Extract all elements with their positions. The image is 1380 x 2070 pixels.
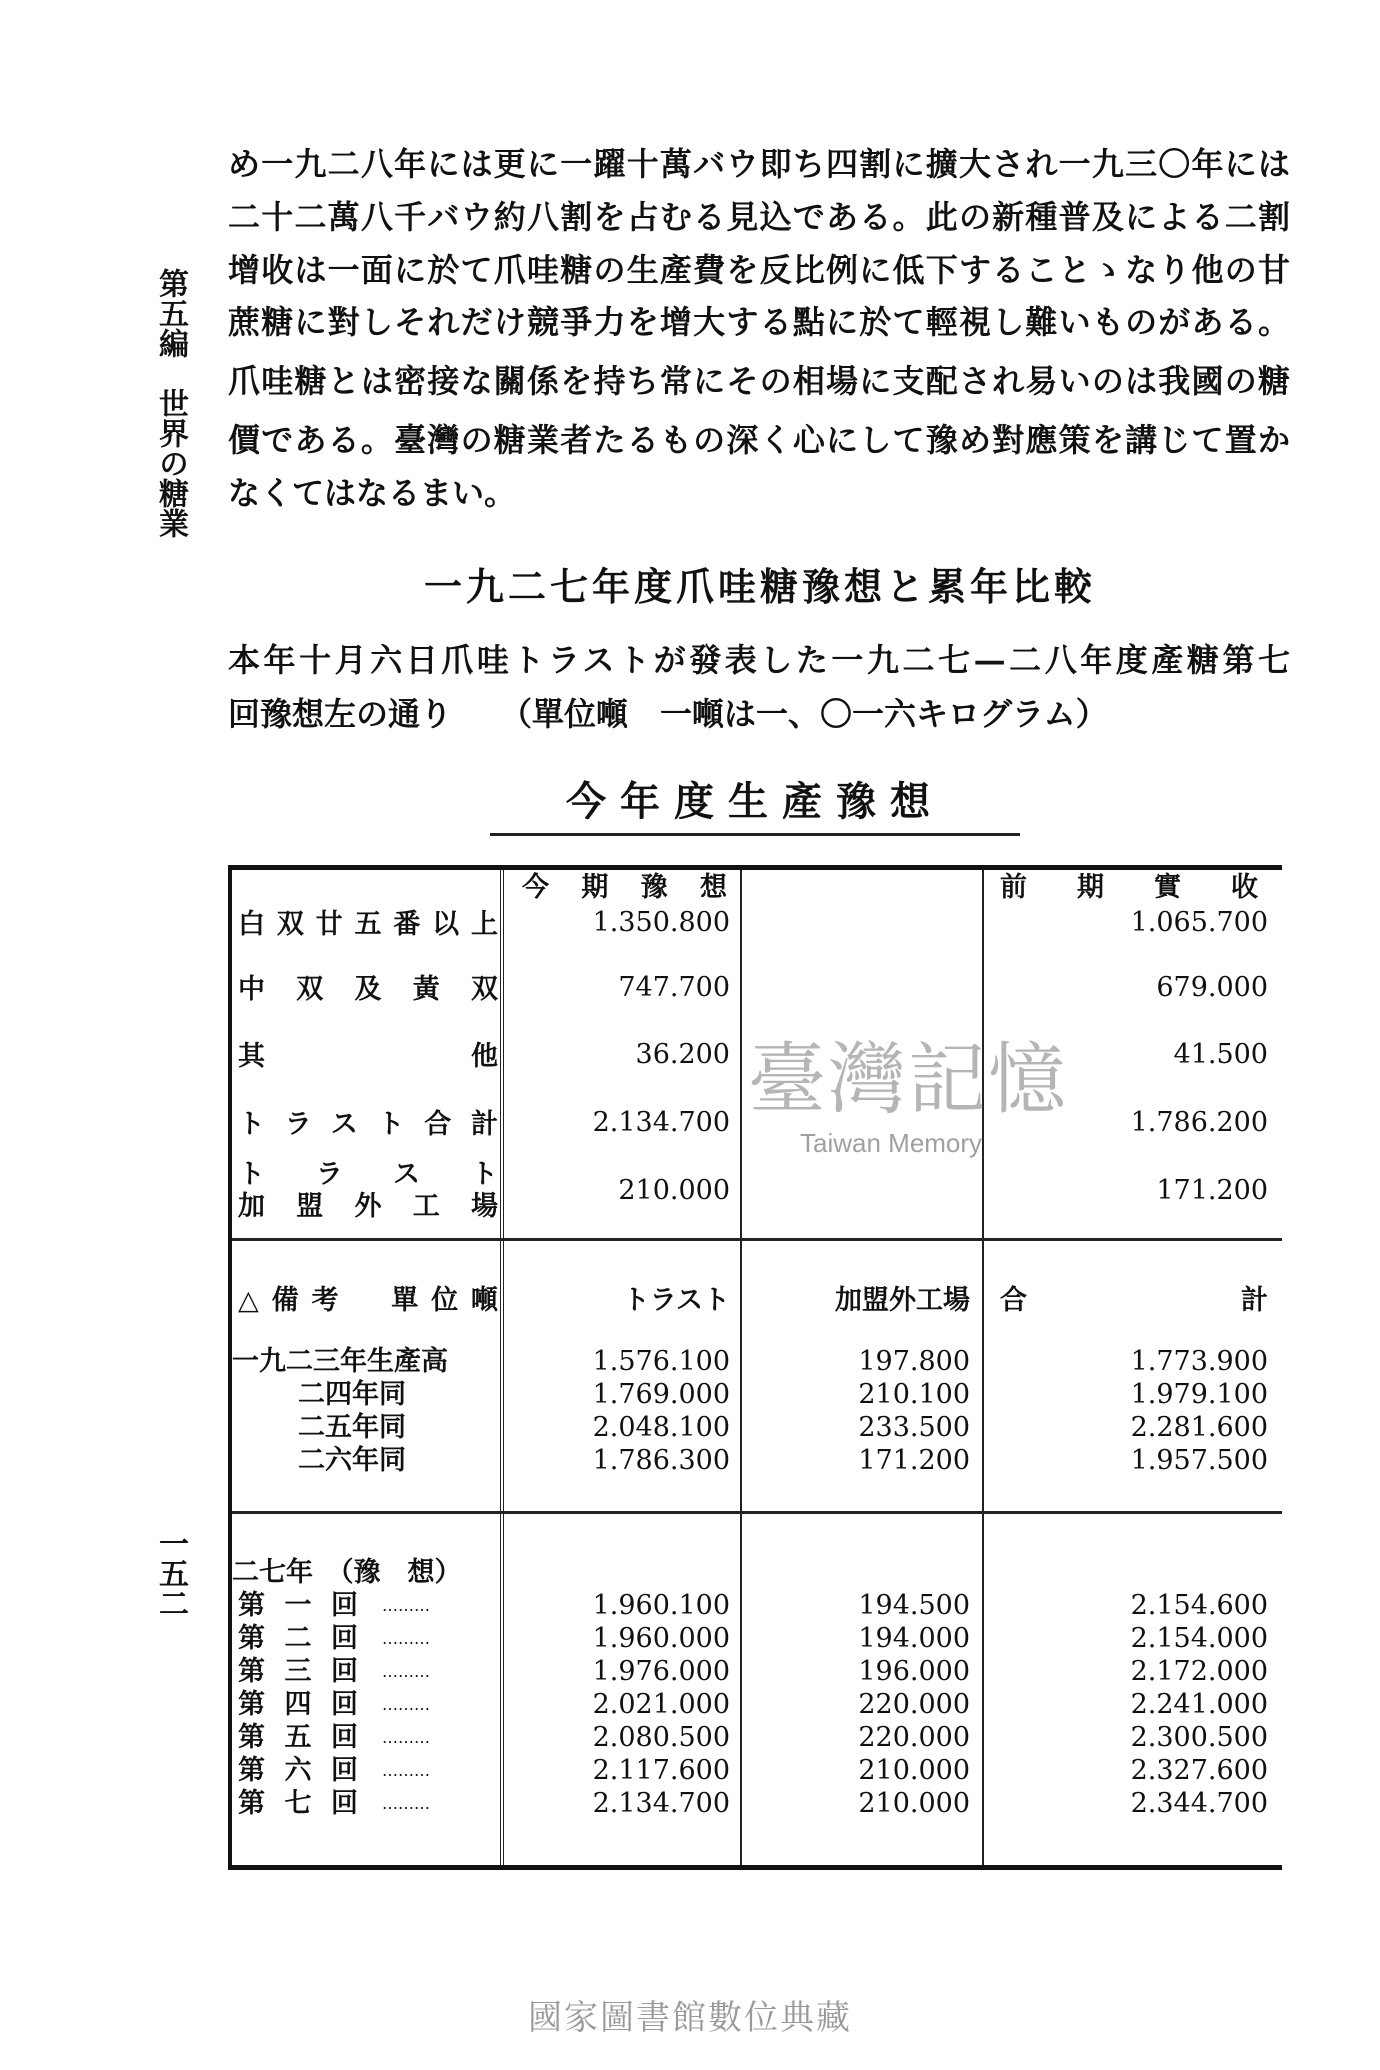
year-label: 二五年同 (298, 1412, 406, 1443)
round-label: 第二回 (238, 1623, 358, 1654)
current-value: 36.200 (635, 1039, 730, 1070)
row-label: 白双廿五番以上 (238, 909, 498, 940)
year-label: 二六年同 (298, 1445, 406, 1476)
trust-value: 2.048.100 (592, 1412, 730, 1443)
trust-value: 2.134.700 (592, 1788, 730, 1819)
total-value: 2.300.500 (1130, 1722, 1268, 1753)
dot-leader: ……… (382, 1794, 430, 1813)
dot-leader: ……… (382, 1695, 430, 1714)
outside-value: 171.200 (858, 1445, 970, 1476)
body-line: め一九二八年には更に一躍十萬バウ即ち四割に擴大され一九三〇年には (228, 145, 1290, 183)
dot-leader: ……… (382, 1662, 430, 1681)
previous-value: 41.500 (1173, 1039, 1268, 1070)
total-value: 2.344.700 (1130, 1788, 1268, 1819)
trust-value: 1.576.100 (592, 1346, 730, 1377)
production-table (228, 865, 1282, 1870)
body-line: 蔗糖に對しそれだけ競爭力を增大する點に於て輕視し難いものがある。 (228, 303, 1290, 341)
current-value: 210.000 (618, 1175, 730, 1206)
previous-value: 1.786.200 (1130, 1107, 1268, 1138)
watermark-logo-en: Taiwan Memory (800, 1128, 983, 1158)
header-total-a: 合 (1000, 1285, 1027, 1316)
body-line: 增收は一面に於て爪哇糖の生產費を反比例に低下することゝなり他の甘 (228, 251, 1290, 289)
row-label: トラスト合計 (238, 1109, 498, 1140)
section-divider (232, 1238, 1282, 1241)
outside-value: 220.000 (858, 1722, 970, 1753)
section-title: 一九二七年度爪哇糖豫想と累年比較 (423, 564, 1096, 609)
column-divider (740, 870, 742, 1865)
body-line: 爪哇糖とは密接な關係を持ち常にその相場に支配され易いのは我國の糖 (228, 362, 1290, 400)
total-value: 2.241.000 (1130, 1689, 1268, 1720)
header-outside: 加盟外工場 (835, 1285, 970, 1316)
dot-leader: ……… (382, 1761, 430, 1780)
row-label: 其他 (238, 1041, 498, 1072)
outside-value: 196.000 (858, 1656, 970, 1687)
header-trust: トラスト (622, 1285, 730, 1316)
dot-leader: ……… (382, 1596, 430, 1615)
trust-value: 1.786.300 (592, 1445, 730, 1476)
total-value: 2.154.600 (1130, 1590, 1268, 1621)
watermark-logo: 臺灣記憶 (748, 1035, 1069, 1125)
row-label: トラスト (238, 1159, 498, 1190)
remarks-header: △備考 單位噸 (238, 1285, 498, 1316)
round-label: 第三回 (238, 1656, 358, 1687)
trust-value: 1.960.100 (592, 1590, 730, 1621)
trust-value: 1.960.000 (592, 1623, 730, 1654)
row-label: 中双及黃双 (238, 974, 498, 1005)
outside-value: 194.000 (858, 1623, 970, 1654)
previous-value: 1.065.700 (1130, 907, 1268, 938)
total-value: 1.979.100 (1130, 1379, 1268, 1410)
round-label: 第五回 (238, 1722, 358, 1753)
body-line: 二十二萬八千バウ約八割を占むる見込である。此の新種普及による二割 (228, 198, 1290, 236)
outside-value: 210.000 (858, 1788, 970, 1819)
outside-value: 210.000 (858, 1755, 970, 1786)
previous-value: 171.200 (1156, 1175, 1268, 1206)
round-label: 第六回 (238, 1755, 358, 1786)
body-line: なくてはなるまい。 (228, 474, 517, 512)
intro-line: 回豫想左の通り （單位噸 一噸は一、〇一六キログラム） (228, 695, 1108, 733)
year-label: 一九二三年生產高 (232, 1346, 448, 1377)
side-header-text: 第五編 世界の糖業 (153, 268, 188, 538)
table-title: 今年度生產豫想 (490, 770, 1020, 836)
current-value: 747.700 (618, 972, 730, 1003)
round-label: 第七回 (238, 1788, 358, 1819)
current-value: 2.134.700 (592, 1107, 730, 1138)
section-divider (232, 1511, 1282, 1514)
current-value: 1.350.800 (592, 907, 730, 938)
previous-value: 679.000 (1156, 972, 1268, 1003)
outside-value: 210.100 (858, 1379, 970, 1410)
total-value: 2.154.000 (1130, 1623, 1268, 1654)
round-label: 第一回 (238, 1590, 358, 1621)
forecast-header: 二七年 （豫 想） (232, 1557, 462, 1588)
intro-line: 本年十月六日爪哇トラストが發表した一九二七—二八年度產糖第七 (228, 641, 1290, 679)
outside-value: 194.500 (858, 1590, 970, 1621)
year-label: 二四年同 (298, 1379, 406, 1410)
side-header (152, 268, 188, 547)
total-value: 2.172.000 (1130, 1656, 1268, 1687)
outside-value: 220.000 (858, 1689, 970, 1720)
trust-value: 2.117.600 (592, 1755, 730, 1786)
dot-leader: ……… (382, 1728, 430, 1747)
trust-value: 1.769.000 (592, 1379, 730, 1410)
total-value: 2.327.600 (1130, 1755, 1268, 1786)
header-previous: 前期實收 (1000, 872, 1258, 903)
trust-value: 2.021.000 (592, 1689, 730, 1720)
column-divider (982, 870, 984, 1865)
trust-value: 2.080.500 (592, 1722, 730, 1753)
outside-value: 233.500 (858, 1412, 970, 1443)
column-divider (500, 870, 504, 1865)
footer-credit: 國家圖書館數位典藏 (528, 1998, 852, 2038)
page-number-text: 一五二 (153, 1528, 188, 1618)
row-label-line2: 加盟外工場 (238, 1191, 498, 1222)
header-total-b: 計 (1241, 1285, 1268, 1316)
body-line: 價である。臺灣の糖業者たるもの深く心にして豫め對應策を講じて置か (228, 421, 1290, 459)
total-value: 1.957.500 (1130, 1445, 1268, 1476)
total-value: 2.281.600 (1130, 1412, 1268, 1443)
trust-value: 1.976.000 (592, 1656, 730, 1687)
dot-leader: ……… (382, 1629, 430, 1648)
round-label: 第四回 (238, 1689, 358, 1720)
page-number (152, 1528, 188, 1627)
header-current: 今期豫想 (522, 872, 727, 903)
outside-value: 197.800 (858, 1346, 970, 1377)
total-value: 1.773.900 (1130, 1346, 1268, 1377)
